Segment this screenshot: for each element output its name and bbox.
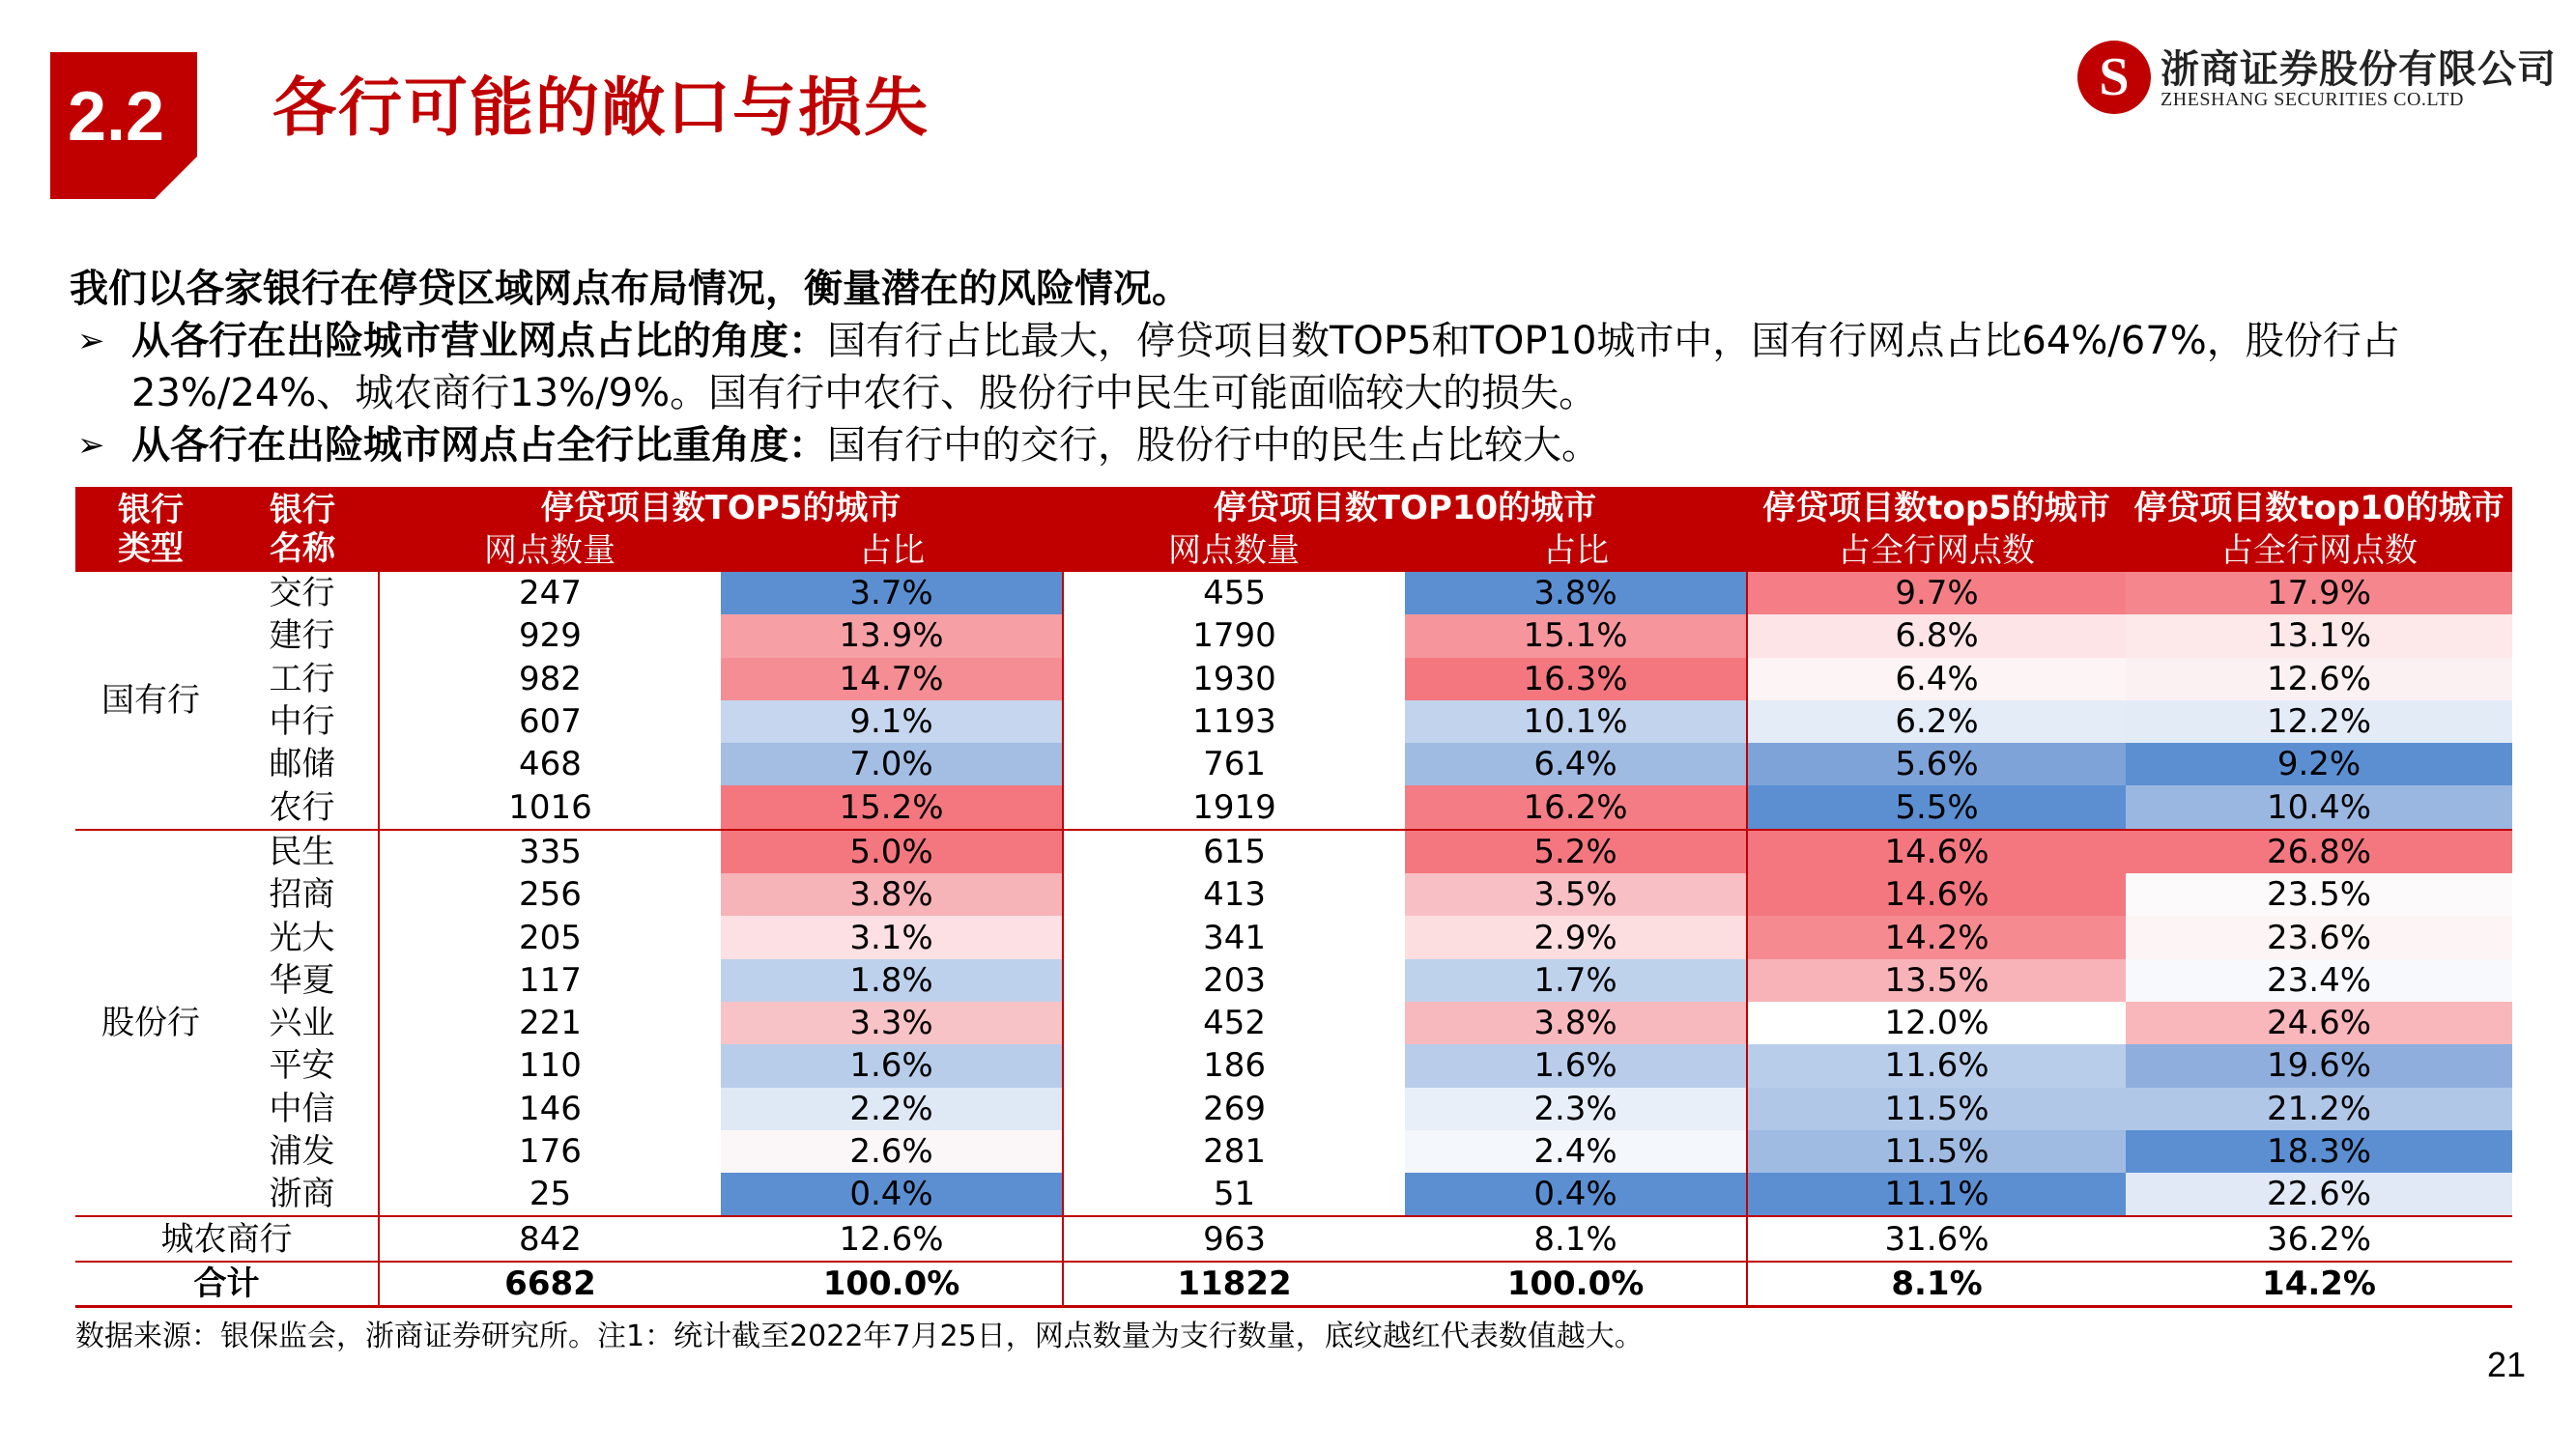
s10-cell: 19.6% [2126,1044,2512,1087]
t10n-cell: 186 [1063,1044,1405,1087]
t5n-cell: 176 [379,1130,721,1173]
s5-cell: 9.7% [1747,572,2126,614]
t5n-cell: 468 [379,743,721,785]
t5p-cell: 100.0% [721,1262,1063,1307]
s10-cell: 23.6% [2126,916,2512,958]
t10p-cell: 0.4% [1405,1173,1747,1216]
t10n-cell: 203 [1063,959,1405,1002]
bank-name-cell: 兴业 [269,1004,335,1043]
table-row [75,1002,2512,1044]
t5n-cell: 842 [379,1216,721,1261]
t10p-cell: 3.8% [1405,1002,1747,1044]
table-row [75,1130,2512,1173]
s5-cell: 11.5% [1747,1130,2126,1173]
t10n-cell: 1790 [1063,614,1405,657]
bank-name-cell: 华夏 [269,960,335,1000]
t5p-cell: 3.3% [721,1002,1063,1044]
t10p-cell: 2.9% [1405,916,1747,958]
total-row-label: 合计 [75,1262,379,1307]
t5p-cell: 5.0% [721,830,1063,873]
subheader-share: 占全行网点数 [2126,529,2512,572]
t10n-cell: 269 [1063,1088,1405,1130]
bank-type-cell: 股份行 [75,830,226,1217]
t10n-cell: 455 [1063,572,1405,614]
table-row [75,916,2512,958]
s5-cell: 14.6% [1747,873,2126,916]
t10n-cell: 761 [1063,743,1405,785]
bank-name-cell: 工行 [269,659,335,698]
subheader-branches: 网点数量 [379,529,721,572]
arrow-bullet-icon: ➢ [77,322,105,360]
t10p-cell: 6.4% [1405,743,1747,785]
t10p-cell: 15.1% [1405,614,1747,657]
section-badge [50,52,197,199]
t10p-cell: 16.2% [1405,785,1747,829]
t5p-cell: 14.7% [721,658,1063,700]
logo-name-en: ZHESHANG SECURITIES CO.LTD [2161,89,2464,110]
s5-cell: 6.4% [1747,658,2126,700]
t10p-cell: 8.1% [1405,1216,1747,1261]
bank-type-cell: 国有行 [101,680,200,720]
table-row [75,873,2512,916]
t10p-cell: 3.5% [1405,873,1747,916]
bank-name-cell: 中信 [269,1089,335,1128]
t5p-cell: 1.6% [721,1044,1063,1087]
bullet-2 [70,419,2543,471]
s5-cell: 11.6% [1747,1044,2126,1087]
s10-cell: 13.1% [2126,614,2512,657]
total-row [75,1262,2512,1307]
s10-cell: 12.2% [2126,700,2512,743]
s10-cell: 10.4% [2126,785,2512,829]
s5-cell: 14.2% [1747,916,2126,958]
page-number: 21 [2487,1345,2527,1384]
s10-cell: 14.2% [2126,1262,2512,1307]
table-row [75,614,2512,657]
s5-cell: 12.0% [1747,1002,2126,1044]
subheader-ratio: 占比 [721,529,1063,572]
header-top10: 停贷项目数TOP10的城市 [1063,487,1747,529]
s5-cell: 11.5% [1747,1088,2126,1130]
t5n-cell: 247 [379,572,721,614]
t5p-cell: 12.6% [721,1216,1063,1261]
t10p-cell: 100.0% [1405,1262,1747,1307]
table-row [75,572,2512,614]
bank-name-cell: 邮储 [269,745,335,784]
table-row [75,959,2512,1002]
t10n-cell: 452 [1063,1002,1405,1044]
t10p-cell: 16.3% [1405,658,1747,700]
table-row [75,1088,2512,1130]
header-top10-share: 停贷项目数top10的城市 [2126,487,2512,529]
table-row [75,785,2512,829]
t5n-cell: 982 [379,658,721,700]
s5-cell: 6.2% [1747,700,2126,743]
t5p-cell: 15.2% [721,785,1063,829]
header-top5: 停贷项目数TOP5的城市 [379,487,1063,529]
t5p-cell: 3.8% [721,873,1063,916]
s10-cell: 23.5% [2126,873,2512,916]
logo-mark-icon: S [2077,41,2151,114]
intro-lead: 我们以各家银行在停贷区域网点布局情况，衡量潜在的风险情况。 [70,267,1190,311]
t5p-cell: 7.0% [721,743,1063,785]
section-title: 各行可能的敞口与损失 [272,71,930,145]
table-row [75,743,2512,785]
t5p-cell: 3.7% [721,572,1063,614]
t5p-cell: 13.9% [721,614,1063,657]
bullet-1 [70,315,2543,419]
t5p-cell: 2.2% [721,1088,1063,1130]
bank-name-cell: 浦发 [269,1132,335,1171]
t5p-cell: 1.8% [721,959,1063,1002]
t5p-cell: 3.1% [721,916,1063,958]
table-row [75,1173,2512,1216]
bank-name-cell: 中行 [269,702,335,742]
t5n-cell: 221 [379,1002,721,1044]
bullet-1-text: 国有行占比最大，停贷项目数TOP5和TOP10城市中，国有行网点占比64%/67%，股份行占23%/24%、城农商行13%/9%。国有行中农行、股份行中民生可能面临较大的损失。 [131,319,2400,415]
city-rural-row-label: 城农商行 [75,1216,379,1261]
t5n-cell: 146 [379,1088,721,1130]
t5n-cell: 335 [379,830,721,873]
s5-cell: 6.8% [1747,614,2126,657]
subheader-branches: 网点数量 [1063,529,1405,572]
s5-cell: 31.6% [1747,1216,2126,1261]
subheader-share: 占全行网点数 [1747,529,2126,572]
s10-cell: 17.9% [2126,572,2512,614]
bank-name-cell: 交行 [269,574,335,613]
t10n-cell: 1930 [1063,658,1405,700]
bank-name-cell: 民生 [226,830,379,873]
t5n-cell: 929 [379,614,721,657]
bullet-1-bold: 从各行在出险城市营业网点占比的角度： [131,319,827,363]
bullet-2-bold: 从各行在出险城市网点占全行比重角度： [131,423,827,468]
t10n-cell: 11822 [1063,1262,1405,1307]
s10-cell: 9.2% [2126,743,2512,785]
t10p-cell: 2.4% [1405,1130,1747,1173]
t5n-cell: 6682 [379,1262,721,1307]
table-row [75,658,2512,700]
header-bank-name: 银行名称 [226,487,379,572]
t10p-cell: 3.8% [1405,572,1747,614]
s10-cell: 21.2% [2126,1088,2512,1130]
t5n-cell: 205 [379,916,721,958]
logo-name-cn: 浙商证券股份有限公司 [2161,46,2557,92]
s5-cell: 11.1% [1747,1173,2126,1216]
bank-name-cell: 浙商 [269,1175,335,1214]
bank-name-cell: 光大 [269,918,335,957]
header-bank-type: 银行类型 [75,487,226,572]
header-top5-share: 停贷项目数top5的城市 [1747,487,2126,529]
branch-exposure-table [75,487,2512,1308]
t10n-cell: 413 [1063,873,1405,916]
intro-text [70,263,2543,471]
t5n-cell: 1016 [379,785,721,829]
s5-cell: 13.5% [1747,959,2126,1002]
t5n-cell: 607 [379,700,721,743]
s5-cell: 14.6% [1747,830,2126,873]
s10-cell: 36.2% [2126,1216,2512,1261]
t10n-cell: 1193 [1063,700,1405,743]
t5n-cell: 25 [379,1173,721,1216]
t10n-cell: 1919 [1063,785,1405,829]
badge-corner-cut [155,156,197,199]
arrow-bullet-icon: ➢ [77,426,105,465]
s10-cell: 24.6% [2126,1002,2512,1044]
t5p-cell: 0.4% [721,1173,1063,1216]
company-logo [2077,37,2557,124]
s5-cell: 5.6% [1747,743,2126,785]
t5p-cell: 2.6% [721,1130,1063,1173]
section-number: 2.2 [67,78,165,156]
t10n-cell: 615 [1063,830,1405,873]
bank-name-cell: 建行 [269,616,335,656]
t5n-cell: 117 [379,959,721,1002]
bank-name-cell: 招商 [269,875,335,915]
t10n-cell: 51 [1063,1173,1405,1216]
bullet-2-text: 国有行中的交行，股份行中的民生占比较大。 [827,423,1600,468]
s10-cell: 18.3% [2126,1130,2512,1173]
source-note: 数据来源：银保监会，浙商证券研究所。注1：统计截至2022年7月25日，网点数量为支行数量，底纹越红代表数值越大。 [75,1320,1644,1353]
t10p-cell: 10.1% [1405,700,1747,743]
s5-cell: 5.5% [1747,785,2126,829]
t5n-cell: 110 [379,1044,721,1087]
s10-cell: 26.8% [2126,830,2512,873]
t10p-cell: 2.3% [1405,1088,1747,1130]
s10-cell: 12.6% [2126,658,2512,700]
table-row [75,700,2512,743]
t5p-cell: 9.1% [721,700,1063,743]
t10p-cell: 1.6% [1405,1044,1747,1087]
s10-cell: 22.6% [2126,1173,2512,1216]
s10-cell: 23.4% [2126,959,2512,1002]
subheader-ratio: 占比 [1405,529,1747,572]
t10p-cell: 5.2% [1405,830,1747,873]
t10n-cell: 281 [1063,1130,1405,1173]
bank-name-cell: 平安 [269,1046,335,1086]
t5n-cell: 256 [379,873,721,916]
city-rural-row [75,1216,2512,1261]
table-row [75,1044,2512,1087]
t10n-cell: 341 [1063,916,1405,958]
bank-name-cell: 农行 [269,787,335,827]
table-row [75,830,2512,873]
s5-cell: 8.1% [1747,1262,2126,1307]
t10n-cell: 963 [1063,1216,1405,1261]
t10p-cell: 1.7% [1405,959,1747,1002]
